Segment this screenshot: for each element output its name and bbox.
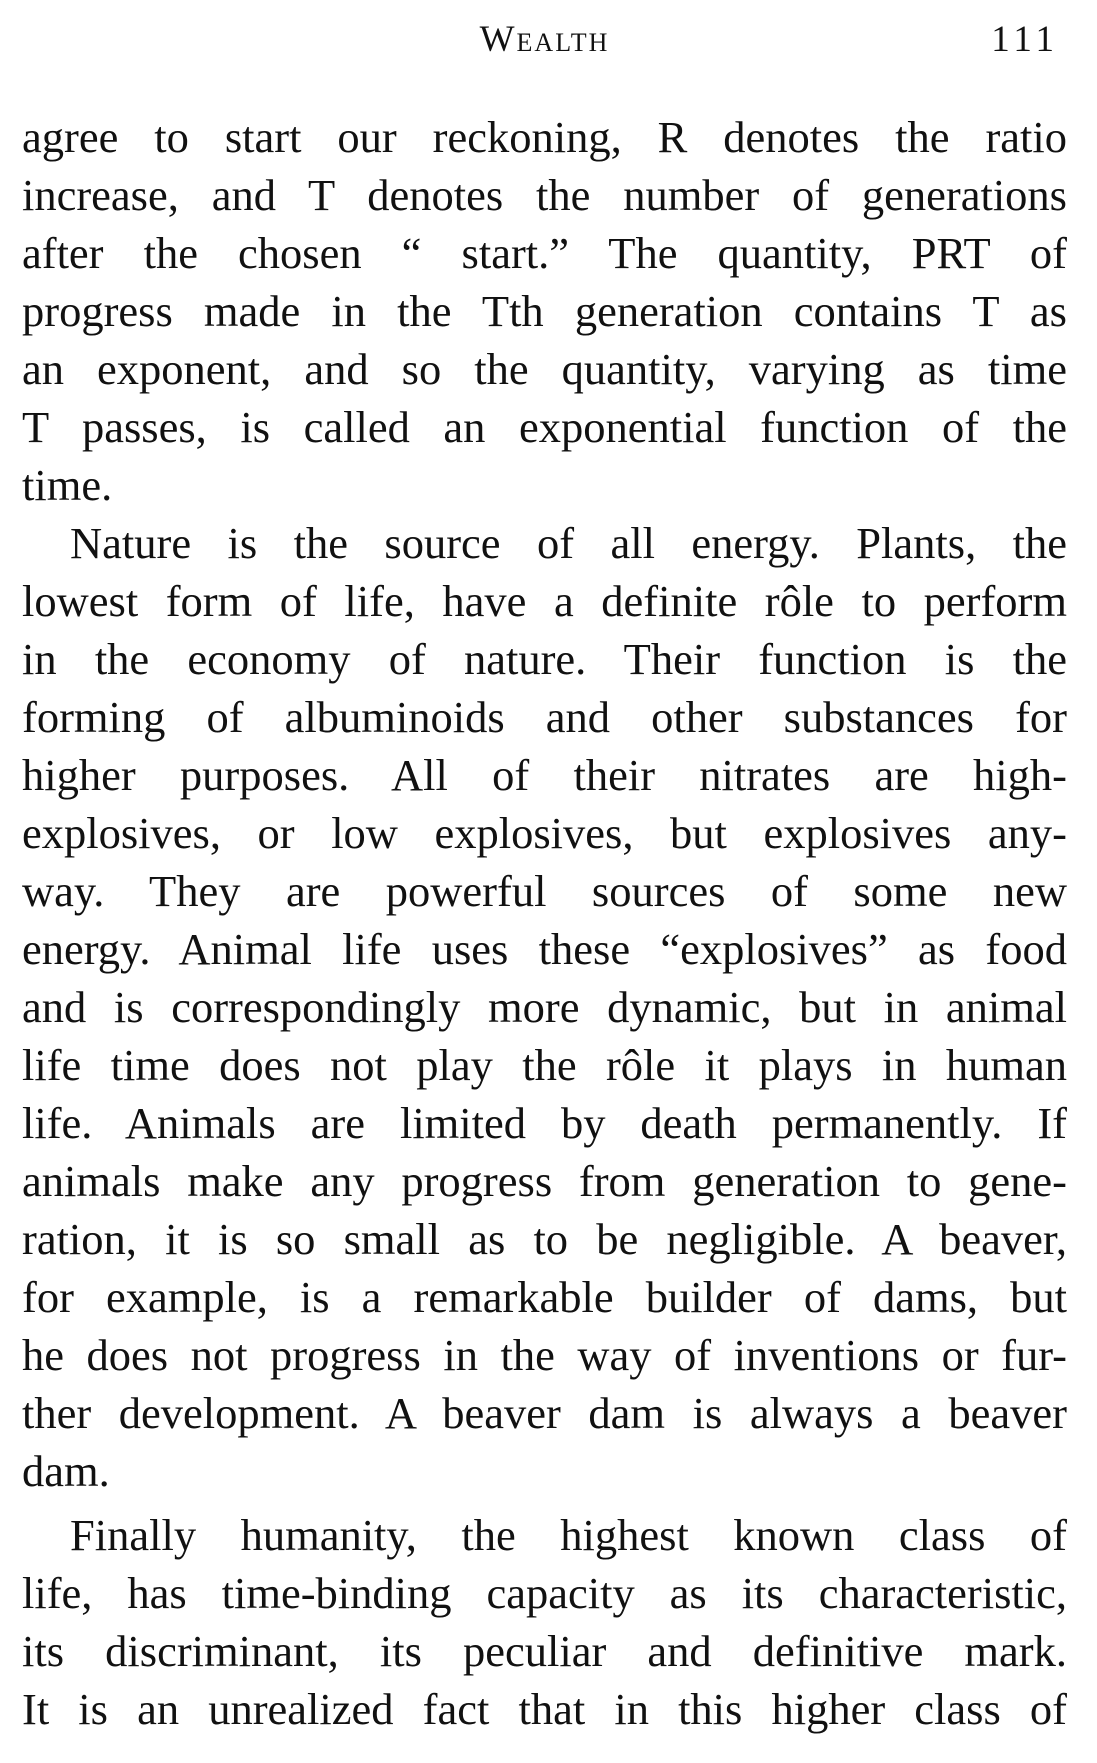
text-line: and is correspondingly more dynamic, but in animal — [22, 982, 1067, 1032]
text-line: explosives, or low explosives, but explosives any- — [22, 808, 1067, 858]
text-line: increase, and T denotes the number of generations — [22, 170, 1067, 220]
running-title: Wealth — [479, 19, 610, 60]
book-page — [22, 0, 1067, 1763]
text-line: after the chosen “ start.” The quantity, PRT of — [22, 228, 1067, 278]
text-line: life. Animals are limited by death permanently. If — [22, 1098, 1067, 1148]
text-line: animals make any progress from generation to gene- — [22, 1156, 1067, 1206]
text-line: life, has time-binding capacity as its characteristic, — [22, 1568, 1067, 1618]
text-line: progress made in the Tth generation contains T as — [22, 286, 1067, 336]
page-number: 111 — [991, 19, 1059, 60]
text-line: energy. Animal life uses these “explosives” as food — [22, 924, 1067, 974]
body-text — [22, 108, 1067, 1738]
text-line: Nature is the source of all energy. Plants, the — [70, 518, 1067, 568]
text-line: time. — [22, 460, 113, 510]
text-line: forming of albuminoids and other substances for — [22, 692, 1067, 742]
text-line: ther development. A beaver dam is always a beaver — [22, 1388, 1067, 1438]
paragraph-2 — [22, 514, 1067, 1500]
text-line: an exponent, and so the quantity, varying as time — [22, 344, 1067, 394]
text-line: he does not progress in the way of inventions or fur- — [22, 1330, 1067, 1380]
paragraph-1 — [22, 108, 1067, 514]
text-line: its discriminant, its peculiar and definitive mark. — [22, 1626, 1067, 1676]
text-line: dam. — [22, 1446, 110, 1496]
text-line: T passes, is called an exponential function of the — [22, 402, 1067, 452]
running-head — [22, 18, 1067, 68]
text-line: for example, is a remarkable builder of dams, but — [22, 1272, 1067, 1322]
text-line: way. They are powerful sources of some new — [22, 866, 1067, 916]
text-line: It is an unrealized fact that in this higher class of — [22, 1684, 1067, 1734]
text-line: agree to start our reckoning, R denotes the ratio — [22, 112, 1067, 162]
paragraph-3 — [22, 1506, 1067, 1738]
text-line: ration, it is so small as to be negligible. A beaver, — [22, 1214, 1067, 1264]
text-line: Finally humanity, the highest known class of — [70, 1510, 1067, 1560]
text-line: life time does not play the rôle it plays in human — [22, 1040, 1067, 1090]
text-line: in the economy of nature. Their function is the — [22, 634, 1067, 684]
text-line: higher purposes. All of their nitrates are high- — [22, 750, 1067, 800]
text-line: lowest form of life, have a definite rôle to perform — [22, 576, 1067, 626]
